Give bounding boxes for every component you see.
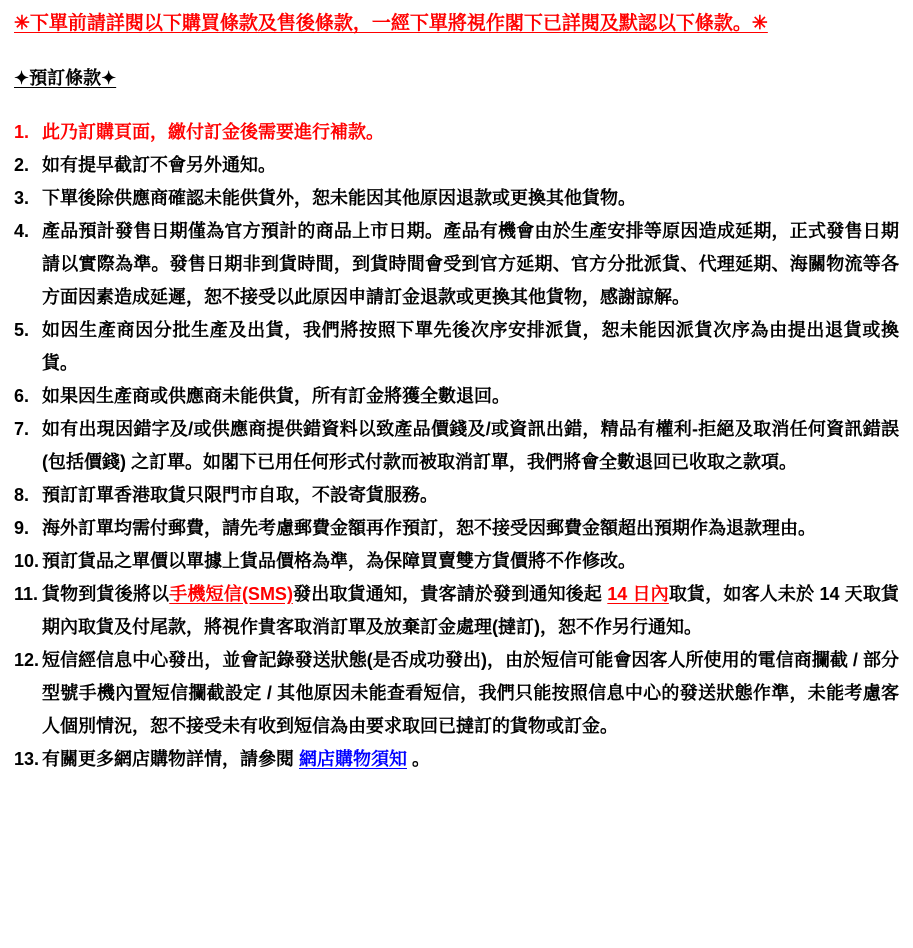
term-number: 7. <box>14 418 30 439</box>
term-text <box>42 413 899 479</box>
term-item-7 <box>14 413 899 479</box>
highlighted-text: 14 日內 <box>607 583 669 604</box>
highlighted-text: 手機短信(SMS) <box>169 583 293 604</box>
term-text <box>42 479 899 512</box>
term-segment: 短信經信息中心發出，並會記錄發送狀態(是否成功發出)，由於短信可能會因客人所使用的電信商攔截 / 部分型號手機內置短信攔截設定 / 其他原因未能查看短信，我們只能按照信息中心的發送狀態作準，未能考慮客人個別情況，恕不接受未有收到短信為由要求取回已撻訂的貨物或訂金。 <box>42 649 899 736</box>
term-text <box>42 182 899 215</box>
term-item-11 <box>14 578 899 644</box>
term-segment: 取貨，如客人未於 14 天取貨期內取貨及付尾款，將視作貴客取消訂單及放棄訂金處理(撻訂)，恕不作另行通知。 <box>42 583 899 637</box>
term-number: 9. <box>14 517 30 538</box>
term-segment: 海外訂單均需付郵費，請先考慮郵費金額再作預訂，恕不接受因郵費金額超出預期作為退款理由。 <box>42 517 816 538</box>
term-item-10 <box>14 545 899 578</box>
term-number: 2. <box>14 154 30 175</box>
term-number: 10. <box>14 550 40 571</box>
term-item-3 <box>14 182 899 215</box>
term-segment: 如有出現因錯字及/或供應商提供錯資料以致產品價錢及/或資訊出錯，精品有權利-拒絕及取消任何資訊錯誤(包括價錢) 之訂單。如閣下已用任何形式付款而被取消訂單，我們將會全數退回已收取之款項。 <box>42 418 899 472</box>
term-number: 1. <box>14 121 30 142</box>
term-text <box>42 215 899 314</box>
term-item-13 <box>14 743 899 776</box>
term-segment: 發出取貨通知，貴客請於發到通知後起 <box>292 583 608 604</box>
term-text <box>42 380 899 413</box>
term-item-6 <box>14 380 899 413</box>
term-text <box>42 149 899 182</box>
term-text <box>42 743 899 776</box>
term-item-5 <box>14 314 899 380</box>
term-segment: 有關更多網店購物詳情，請參閱 <box>42 748 299 769</box>
term-segment: 此乃訂購頁面，繳付訂金後需要進行補款。 <box>42 121 384 142</box>
term-number: 12. <box>14 649 40 670</box>
term-segment: 。 <box>407 748 431 769</box>
page-title: ✳下單前請詳閱以下購買條款及售後條款，一經下單將視作閣下已詳閱及默認以下條款。✳ <box>14 13 768 34</box>
term-segment: 下單後除供應商確認未能供貨外，恕未能因其他原因退款或更換其他貨物。 <box>42 187 636 208</box>
term-text <box>42 314 899 380</box>
term-item-8 <box>14 479 899 512</box>
term-text <box>42 644 899 743</box>
term-segment: 貨物到貨後將以 <box>42 583 170 604</box>
term-segment: 產品預計發售日期僅為官方預計的商品上市日期。產品有機會由於生產安排等原因造成延期，正式發售日期請以實際為準。發售日期非到貨時間，到貨時間會受到官方延期、官方分批派貨、代理延期、海關物流等各方面因素造成延遲，恕不接受以此原因申請訂金退款或更換其他貨物，感謝諒解。 <box>42 220 899 307</box>
term-number: 13. <box>14 748 40 769</box>
term-number: 4. <box>14 220 30 241</box>
shop-guide-link[interactable]: 網店購物須知 <box>299 748 407 769</box>
terms-list <box>14 116 899 776</box>
term-segment: 預訂訂單香港取貨只限門市自取，不設寄貨服務。 <box>42 484 438 505</box>
term-number: 3. <box>14 187 30 208</box>
term-number: 6. <box>14 385 30 406</box>
term-text <box>42 545 899 578</box>
term-item-1 <box>14 116 899 149</box>
term-text <box>42 578 899 644</box>
term-item-9 <box>14 512 899 545</box>
term-text <box>42 116 899 149</box>
term-segment: 如有提早截訂不會另外通知。 <box>42 154 276 175</box>
term-item-2 <box>14 149 899 182</box>
section-header-preorder-terms: ✦預訂條款✦ <box>14 67 117 88</box>
term-item-12 <box>14 644 899 743</box>
term-segment: 預訂貨品之單價以單據上貨品價格為準，為保障買賣雙方貨價將不作修改。 <box>42 550 636 571</box>
term-text <box>42 512 899 545</box>
term-segment: 如因生產商因分批生產及出貨，我們將按照下單先後次序安排派貨，恕未能因派貨次序為由提出退貨或換貨。 <box>42 319 899 373</box>
term-number: 8. <box>14 484 30 505</box>
term-segment: 如果因生產商或供應商未能供貨，所有訂金將獲全數退回。 <box>42 385 510 406</box>
term-number: 5. <box>14 319 30 340</box>
term-number: 11. <box>14 583 39 604</box>
term-item-4 <box>14 215 899 314</box>
